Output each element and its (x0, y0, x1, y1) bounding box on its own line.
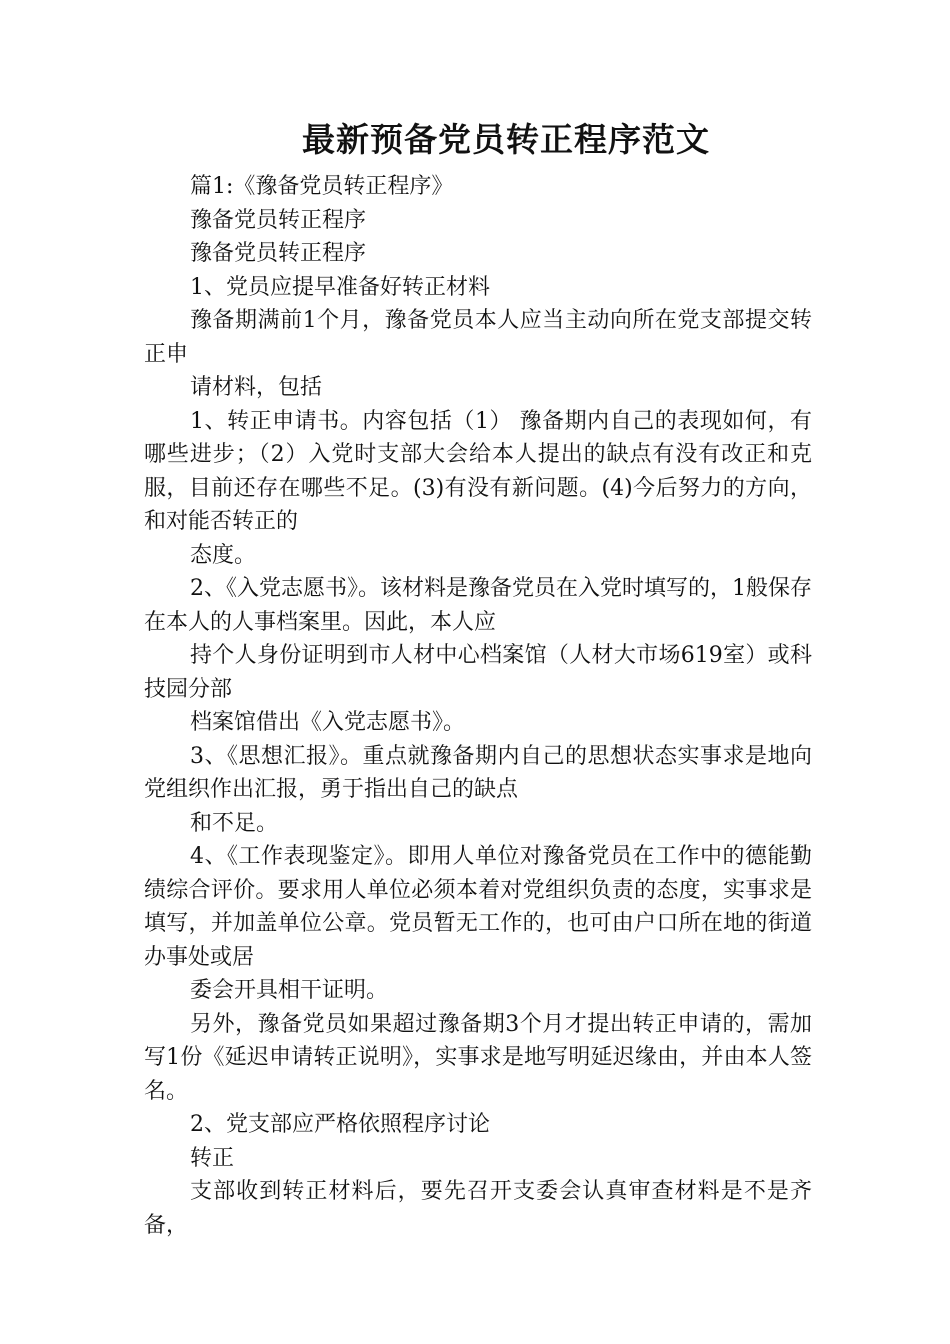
paragraph: 支部收到转正材料后，要先召开支委会认真审查材料是不是齐备， (144, 1179, 812, 1238)
paragraph: 4、《工作表现鉴定》。即用人单位对豫备党员在工作中的德能勤绩综合评价。要求用人单位必须本着对党组织负责的态度，实事求是填写，并加盖单位公章。党员暂无工作的，也可由户口所在地的街道办事处或居 (144, 844, 812, 970)
paragraph: 2、《入党志愿书》。该材料是豫备党员在入党时填写的，1般保存在本人的人事档案里。因此，本人应 (144, 576, 812, 635)
paragraph: 豫备党员转正程序 (190, 241, 367, 266)
paragraph: 持个人身份证明到市人材中心档案馆（人材大市场619室）或科技园分部 (144, 643, 812, 702)
paragraph: 豫备党员转正程序 (190, 207, 367, 233)
paragraph: 另外，豫备党员如果超过豫备期3个月才提出转正申请的，需加写1份《延迟申请转正说明》，实事求是地写明延迟缘由，并由本人签名。 (144, 1011, 812, 1104)
paragraph: 档案馆借出《入党志愿书》。 (190, 710, 466, 735)
paragraph: 3、《思想汇报》。重点就豫备期内自己的思想状态实事求是地向党组织作出汇报，勇于指出自己的缺点 (144, 743, 812, 802)
paragraph: 豫备期满前1个月，豫备党员本人应当主动向所在党支部提交转正申 (144, 308, 812, 367)
paragraph: 1、党员应提早准备好转正材料 (190, 274, 490, 300)
paragraph: 和不足。 (190, 810, 279, 836)
paragraph: 委会开具相干证明。 (190, 978, 389, 1003)
paragraph: 篇1:《豫备党员转正程序》 (190, 174, 454, 199)
paragraph: 1、转正申请书。内容包括（1） 豫备期内自己的表现如何，有哪些进步；（2）入党时支部大会给本人提出的缺点有没有改正和克服，目前还存在哪些不足。(3)有没有新问题。(4)今后努力的方向，和对能否转正的 (144, 408, 812, 534)
paragraph: 态度。 (190, 542, 257, 568)
paragraph: 请材料，包括 (190, 375, 323, 400)
paragraph: 转正 (190, 1145, 235, 1171)
document-body (144, 170, 812, 1242)
document-title: 最新预备党员转正程序范文 (302, 120, 710, 159)
paragraph: 2、党支部应严格依照程序讨论 (190, 1112, 490, 1137)
